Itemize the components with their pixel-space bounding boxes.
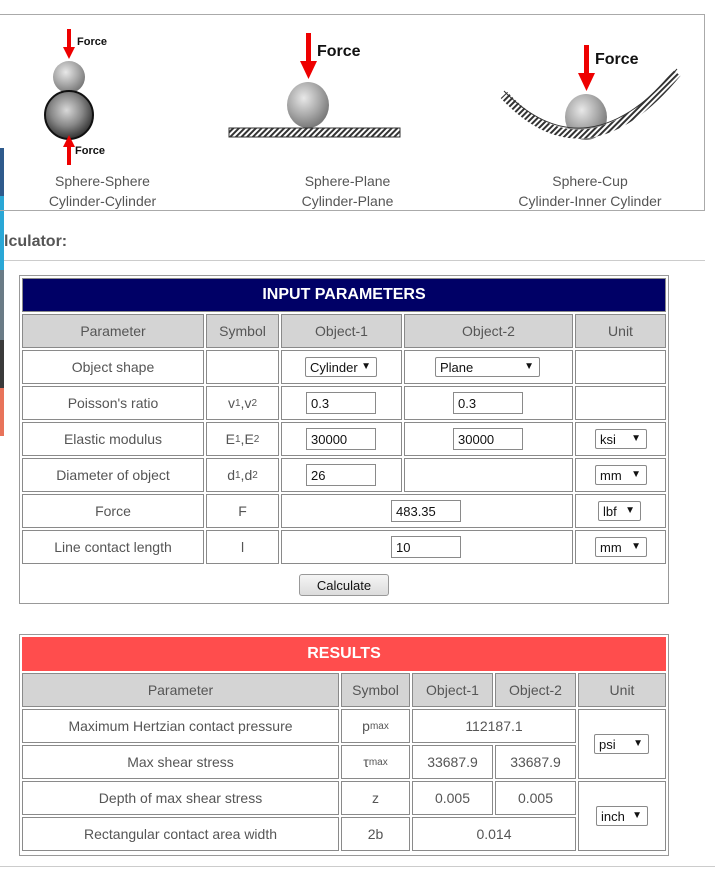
results-header-parameter: Parameter <box>22 673 339 707</box>
force-arrow <box>306 33 311 63</box>
diameter-obj1-input[interactable]: 26 <box>306 464 376 486</box>
diameter-obj2-cell <box>404 458 573 492</box>
input-header-unit: Unit <box>575 314 666 348</box>
contact-type-diagrams <box>0 14 705 211</box>
force-unit-select[interactable]: lbf ▼ <box>598 501 641 521</box>
contact-width-label: Rectangular contact area width <box>22 817 339 851</box>
poisson-unit <box>575 386 666 420</box>
sphere <box>287 82 329 128</box>
poisson-label: Poisson's ratio <box>22 386 204 420</box>
force-label: Force <box>22 494 204 528</box>
results-header-unit: Unit <box>578 673 666 707</box>
side-strip-3 <box>0 270 4 340</box>
pmax-value: 112187.1 <box>412 709 576 743</box>
tmax-symbol: τ max <box>341 745 410 779</box>
length-result-unit-select[interactable]: inch ▼ <box>596 806 648 826</box>
results-title: RESULTS <box>22 637 666 671</box>
calculator-heading: lculator: <box>4 233 68 250</box>
sphere-plane-diagram <box>229 33 400 137</box>
plane <box>229 128 400 137</box>
diameter-symbol: d 1 , d 2 <box>206 458 279 492</box>
poisson-obj1-input[interactable]: 0.3 <box>306 392 376 414</box>
length-symbol: l <box>206 530 279 564</box>
stress-unit-select[interactable]: psi ▼ <box>594 734 649 754</box>
side-strip-5 <box>0 388 4 436</box>
diameter-label: Diameter of object <box>22 458 204 492</box>
chevron-down-icon: ▼ <box>633 738 643 749</box>
object-shape-symbol <box>206 350 279 384</box>
input-parameters-title: INPUT PARAMETERS <box>22 278 666 312</box>
large-sphere <box>45 91 93 139</box>
poisson-obj2-input[interactable]: 0.3 <box>453 392 523 414</box>
length-input[interactable]: 10 <box>391 536 461 558</box>
depth-symbol: z <box>341 781 410 815</box>
calculate-button[interactable]: Calculate <box>299 574 389 596</box>
force-label-1: Force <box>77 36 107 48</box>
elastic-unit-select[interactable]: ksi ▼ <box>595 429 647 449</box>
chevron-down-icon: ▼ <box>631 433 641 444</box>
depth-obj1: 0.005 <box>412 781 493 815</box>
force-input[interactable]: 483.35 <box>391 500 461 522</box>
elastic-obj2-input[interactable]: 30000 <box>453 428 523 450</box>
tmax-obj2: 33687.9 <box>495 745 576 779</box>
input-header-object1: Object-1 <box>281 314 402 348</box>
tmax-label: Max shear stress <box>22 745 339 779</box>
chevron-down-icon: ▼ <box>625 505 635 516</box>
input-header-parameter: Parameter <box>22 314 204 348</box>
divider <box>4 260 705 261</box>
object-shape-label: Object shape <box>22 350 204 384</box>
chevron-down-icon: ▼ <box>631 541 641 552</box>
elastic-symbol: E 1 , E 2 <box>206 422 279 456</box>
diameter-unit-select[interactable]: mm ▼ <box>595 465 647 485</box>
force-label-3: Force <box>595 51 639 68</box>
elastic-label: Elastic modulus <box>22 422 204 456</box>
force-arrow-top <box>67 29 71 49</box>
force-label-2: Force <box>317 43 361 60</box>
pmax-symbol: p max <box>341 709 410 743</box>
input-header-object2: Object-2 <box>404 314 573 348</box>
depth-label: Depth of max shear stress <box>22 781 339 815</box>
diagram-caption-3: Sphere-Cup Cylinder-Inner Cylinder <box>518 173 662 209</box>
force-arrow-bottom <box>67 145 71 165</box>
chevron-down-icon: ▼ <box>631 469 641 480</box>
length-unit-select[interactable]: mm ▼ <box>595 537 647 557</box>
small-sphere <box>53 61 85 93</box>
results-header-object2: Object-2 <box>495 673 576 707</box>
force-label-1-bottom: Force <box>75 145 105 157</box>
tmax-obj1: 33687.9 <box>412 745 493 779</box>
object1-shape-select[interactable]: Cylinder ▼ <box>305 357 377 377</box>
contact-width-symbol: 2b <box>341 817 410 851</box>
elastic-obj1-input[interactable]: 30000 <box>306 428 376 450</box>
object-shape-unit <box>575 350 666 384</box>
chevron-down-icon: ▼ <box>632 810 642 821</box>
force-symbol: F <box>206 494 279 528</box>
depth-obj2: 0.005 <box>495 781 576 815</box>
chevron-down-icon: ▼ <box>524 361 534 372</box>
diagram-caption-2: Sphere-Plane Cylinder-Plane <box>301 173 394 209</box>
chevron-down-icon: ▼ <box>361 361 371 372</box>
pmax-label: Maximum Hertzian contact pressure <box>22 709 339 743</box>
force-arrow <box>584 45 589 75</box>
side-strip-4 <box>0 340 4 388</box>
poisson-symbol: v 1 , v 2 <box>206 386 279 420</box>
sphere-cup-diagram <box>504 45 677 140</box>
results-header-symbol: Symbol <box>341 673 410 707</box>
object2-shape-select[interactable]: Plane ▼ <box>435 357 540 377</box>
contact-width-value: 0.014 <box>412 817 576 851</box>
bottom-divider <box>0 866 715 867</box>
length-label: Line contact length <box>22 530 204 564</box>
diagram-caption-1: Sphere-Sphere Cylinder-Cylinder <box>48 173 157 209</box>
results-header-object1: Object-1 <box>412 673 493 707</box>
input-header-symbol: Symbol <box>206 314 279 348</box>
